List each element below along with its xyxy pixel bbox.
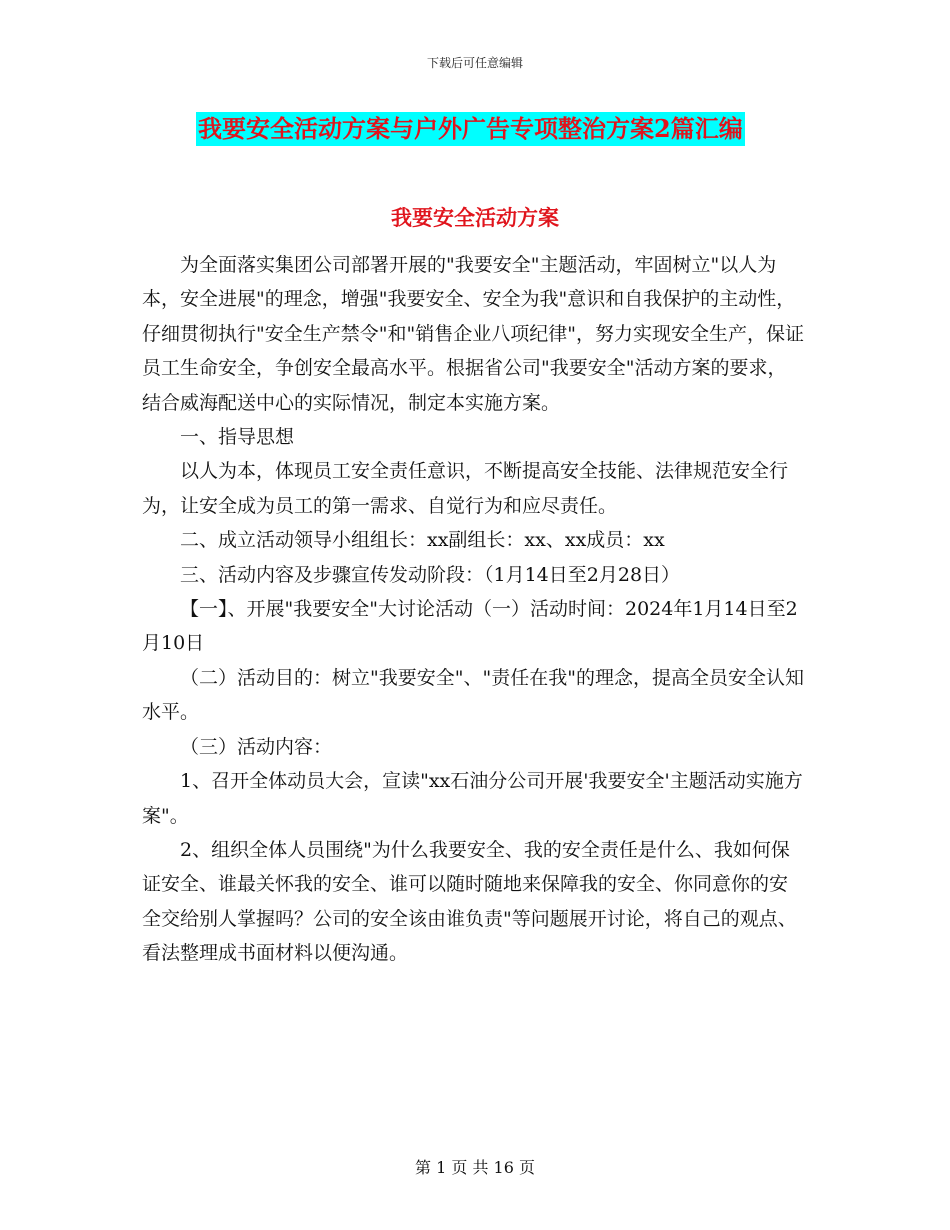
paragraph-leadership-group: 二、成立活动领导小组组长：xx副组长：xx、xx成员：xx	[180, 529, 665, 552]
paragraph-activity-content-heading: （三）活动内容：	[180, 735, 333, 758]
page-footer: 第 1 页 共 16 页	[415, 1158, 535, 1177]
paragraph-activity-purpose: （二）活动目的：树立"我要安全"、"责任在我"的理念，提高全员安全认知水平。	[142, 666, 804, 724]
paragraph-intro: 为全面落实集团公司部署开展的"我要安全"主题活动，牢固树立"以人为本，安全进展"的理念，增强"我要安全、安全为我"意识和自我保护的主动性，仔细贯彻执行"安全生产禁令"和"销售企业八项纪律"，努力实现安全生产，保证员工生命安全，争创安全最高水平。根据省公司"我要安全"活动方案的要求，结合威海配送中心的实际情况，制定本实施方案。	[142, 254, 804, 414]
paragraph-discussion-activity: 【一】、开展"我要安全"大讨论活动（一）活动时间：2024年1月14日至2月10日	[142, 598, 798, 655]
paragraph-item-2: 2、组织全体人员围绕"为什么我要安全、我的安全责任是什么、我如何保证安全、谁最关怀我的安全、谁可以随时随地来保障我的安全、你同意你的安全交给别人掌握吗？公司的安全该由谁负责"等问题展开讨论，将自己的观点、看法整理成书面材料以便沟通。	[142, 838, 797, 965]
paragraph-guiding-thought: 以人为本，体现员工安全责任意识，不断提高安全技能、法律规范安全行为，让安全成为员工的第一需求、自觉行为和应尽责任。	[142, 460, 789, 517]
section-title: 我要安全活动方案	[391, 205, 559, 230]
paragraph-activity-steps: 三、活动内容及步骤宣传发动阶段：（1月14日至2月28日）	[180, 563, 681, 586]
paragraph-item-1: 1、召开全体动员大会，宣读"xx石油分公司开展'我要安全'主题活动实施方案"。	[142, 770, 803, 827]
document-body	[142, 248, 804, 971]
header-note: 下载后可任意编辑	[426, 56, 523, 70]
paragraph-heading-guiding-thought: 一、指导思想	[180, 426, 295, 449]
document-title: 我要安全活动方案与户外广告专项整治方案2篇汇编	[196, 112, 745, 146]
